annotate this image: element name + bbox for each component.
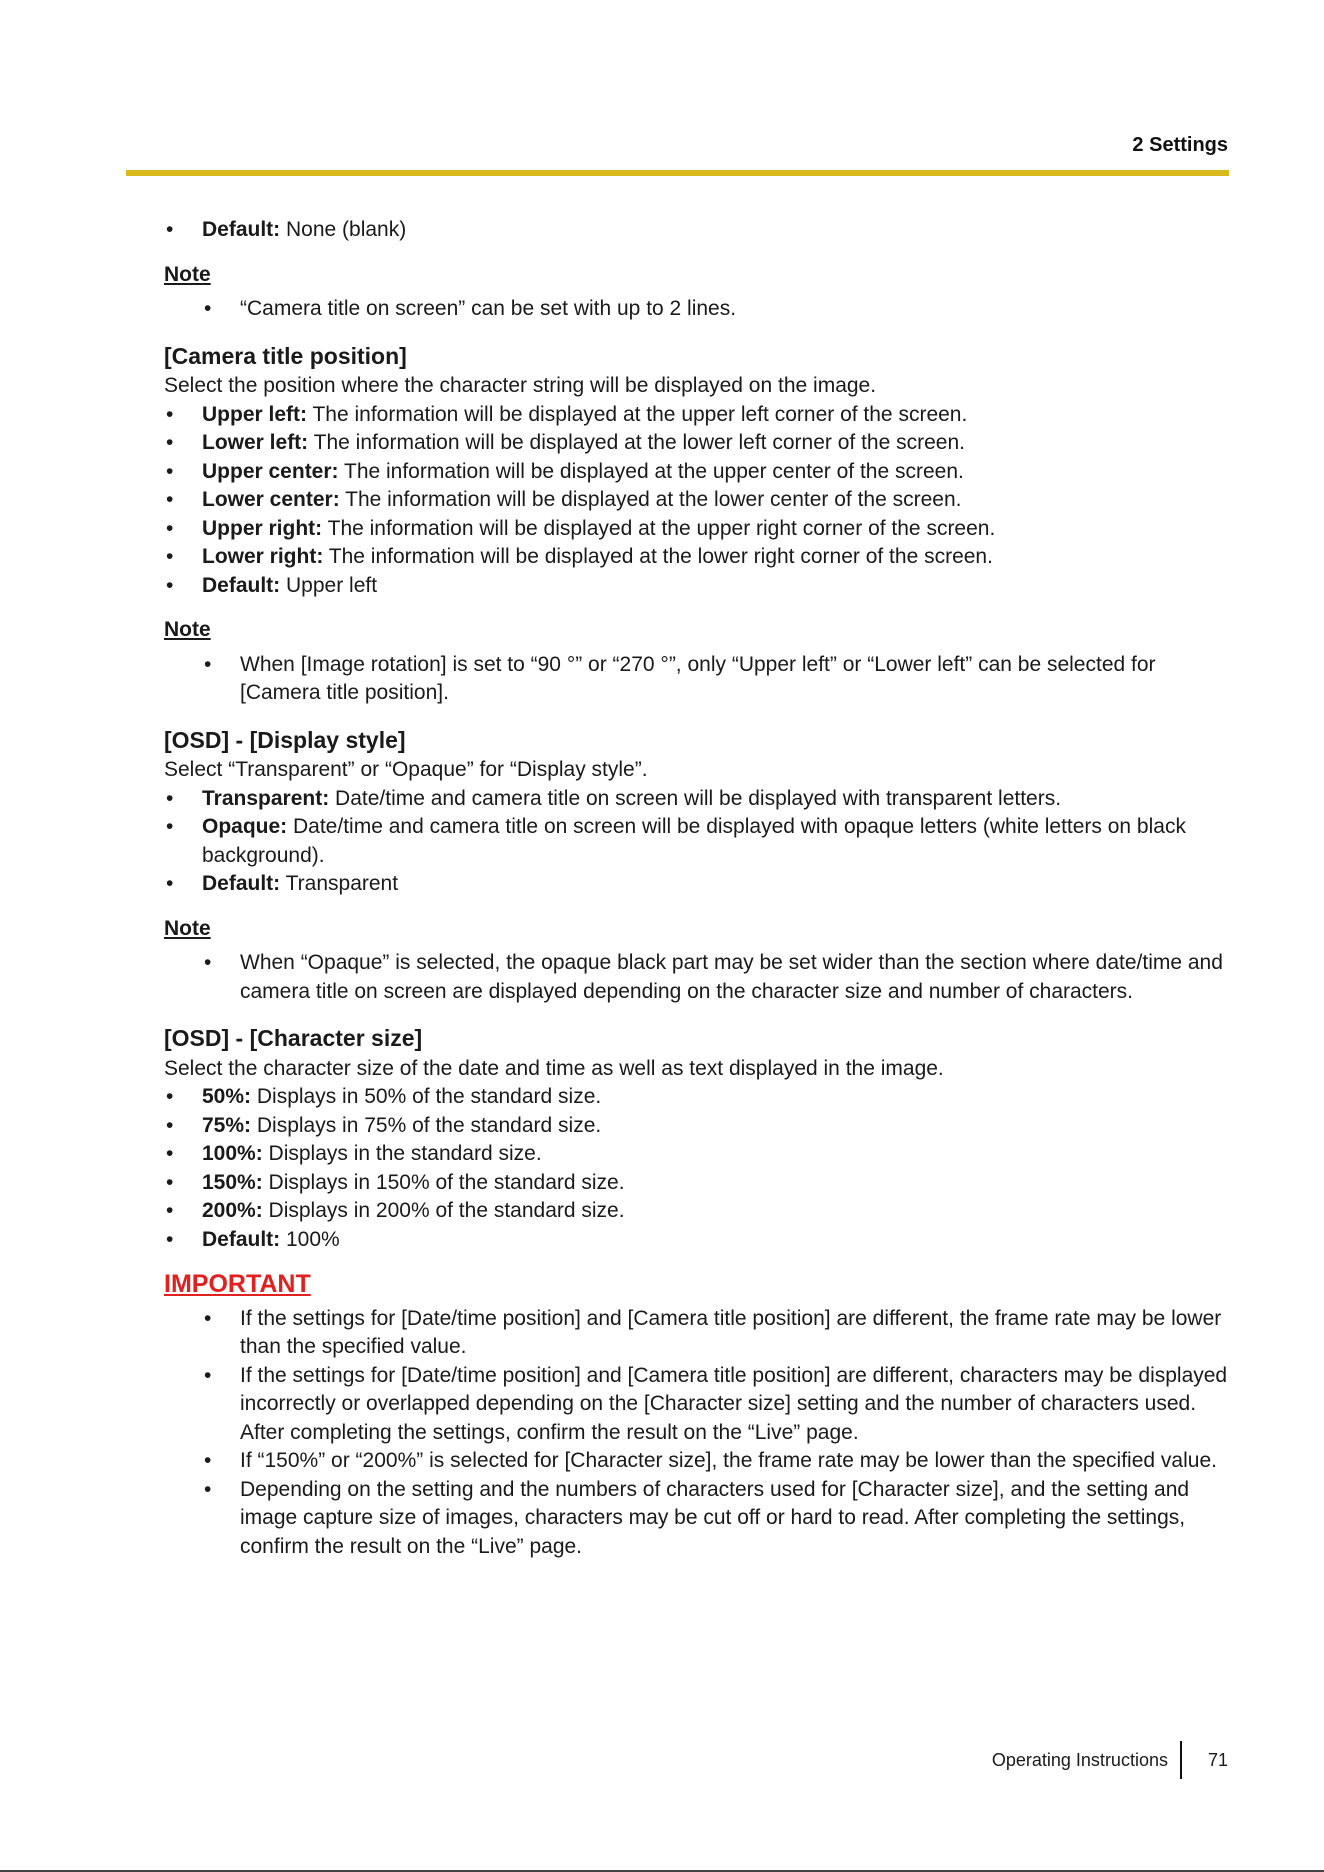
list-item — [164, 458, 1230, 487]
list-item — [164, 486, 1230, 515]
default-list — [164, 216, 1230, 245]
item-text: Displays in 200% of the standard size. — [262, 1199, 625, 1222]
important-item: • If the settings for [Date/time position] and [Camera title position] are different, the frame rate may be lower than the specified value. — [164, 1305, 1230, 1362]
option-list — [164, 1083, 1230, 1254]
list-item — [164, 429, 1230, 458]
page-footer — [992, 1740, 1228, 1780]
section-intro: Select the position where the character string will be displayed on the image. — [164, 374, 877, 397]
item-text: Displays in the standard size. — [262, 1142, 542, 1165]
item-label: Lower left: — [202, 431, 309, 454]
item-label: 200%: — [202, 1199, 263, 1222]
footer-divider — [1180, 1741, 1182, 1779]
list-item — [164, 1140, 1230, 1169]
list-item — [164, 1197, 1230, 1226]
item-label: Transparent: — [202, 786, 330, 810]
item-label: Default: — [202, 872, 281, 895]
item-text: The information will be displayed at the lower center of the screen. — [339, 488, 962, 511]
item-text: The information will be displayed at the upper right corner of the screen. — [322, 516, 996, 540]
important-list — [164, 1305, 1230, 1562]
item-label: 150%: — [202, 1170, 263, 1194]
important-item: • If the settings for [Date/time position] and [Camera title position] are different, characters may be displayed incorrectly or overlapped depending on the [Character size] setting and the number of characters used. After completing the settings, confirm the result on the “Live” page. — [164, 1362, 1230, 1448]
item-label: Lower center: — [202, 488, 340, 511]
section-intro: Select the character size of the date and time as well as text displayed in the image. — [164, 1056, 944, 1080]
important-title: IMPORTANT — [164, 1270, 311, 1298]
page-number: 71 — [1207, 1749, 1228, 1770]
item-text: The information will be displayed at the upper left corner of the screen. — [307, 402, 968, 426]
chapter-title: 2 Settings — [1132, 134, 1228, 156]
note-title: Note — [164, 916, 211, 940]
list-item — [164, 543, 1230, 572]
note-list — [164, 949, 1230, 1006]
list-item — [164, 870, 1230, 899]
important-item: • Depending on the setting and the numbers of characters used for [Character size], and the setting and image capture size of images, characters may be cut off or hard to read. After completing the settings, confirm the result on the “Live” page. — [164, 1476, 1230, 1562]
item-text: Displays in 75% of the standard size. — [251, 1113, 602, 1137]
item-text: The information will be displayed at the lower left corner of the screen. — [308, 431, 965, 454]
list-item — [164, 1083, 1230, 1112]
note-title: Note — [164, 618, 211, 641]
page-content — [164, 216, 1230, 1561]
note-item: • “Camera title on screen” can be set with up to 2 lines. — [164, 295, 1230, 324]
item-text: The information will be displayed at the upper center of the screen. — [338, 459, 964, 483]
note-item: • When “Opaque” is selected, the opaque black part may be set wider than the section where date/time and camera title on screen are displayed depending on the character size and number of characters. — [164, 949, 1230, 1006]
item-text: Date/time and camera title on screen will be displayed with opaque letters (white letters on black background). — [202, 815, 1186, 867]
item-label: 100%: — [202, 1142, 263, 1165]
item-label: Upper right: — [202, 516, 323, 540]
list-item — [164, 785, 1230, 814]
option-list — [164, 785, 1230, 899]
item-label: Default: — [202, 573, 281, 597]
item-label: Default: — [202, 218, 281, 241]
item-text: The information will be displayed at the lower right corner of the screen. — [323, 545, 993, 568]
item-text: 100% — [280, 1227, 340, 1251]
section-heading: [OSD] - [Display style] — [164, 726, 406, 753]
item-text: Transparent — [280, 872, 399, 895]
option-list — [164, 401, 1230, 601]
item-label: 50%: — [202, 1085, 252, 1108]
item-text: Upper left — [280, 573, 378, 597]
header-rule — [126, 170, 1229, 176]
item-label: Lower right: — [202, 545, 324, 568]
list-item — [164, 572, 1230, 601]
list-item — [164, 401, 1230, 430]
item-text: Displays in 50% of the standard size. — [251, 1085, 602, 1108]
item-text: Date/time and camera title on screen will be displayed with transparent letters. — [329, 786, 1062, 810]
item-label: 75%: — [202, 1113, 252, 1137]
item-label: Opaque: — [202, 815, 288, 838]
list-item — [164, 1112, 1230, 1141]
footer-doc-title: Operating Instructions — [991, 1749, 1168, 1770]
section-heading: [OSD] - [Character size] — [164, 1025, 423, 1051]
item-label: Upper left: — [202, 402, 307, 426]
item-text: None (blank) — [280, 218, 407, 241]
item-label: Default: — [202, 1227, 281, 1251]
item-label: Upper center: — [202, 459, 339, 483]
list-item — [164, 1169, 1230, 1198]
list-item — [164, 515, 1230, 544]
list-item — [164, 1226, 1230, 1255]
section-intro: Select “Transparent” or “Opaque” for “Display style”. — [164, 758, 648, 781]
section-heading: [Camera title position] — [164, 342, 407, 369]
important-item: • If “150%” or “200%” is selected for [Character size], the frame rate may be lower than the specified value. — [164, 1447, 1230, 1476]
list-item — [164, 216, 1230, 245]
note-list — [164, 295, 1230, 324]
item-text: Displays in 150% of the standard size. — [262, 1170, 625, 1194]
list-item — [164, 813, 1230, 870]
note-title: Note — [164, 262, 211, 286]
note-list — [164, 651, 1230, 708]
note-item: • When [Image rotation] is set to “90 °” or “270 °”, only “Upper left” or “Lower left” can be selected for [Camera title position]. — [164, 651, 1230, 708]
